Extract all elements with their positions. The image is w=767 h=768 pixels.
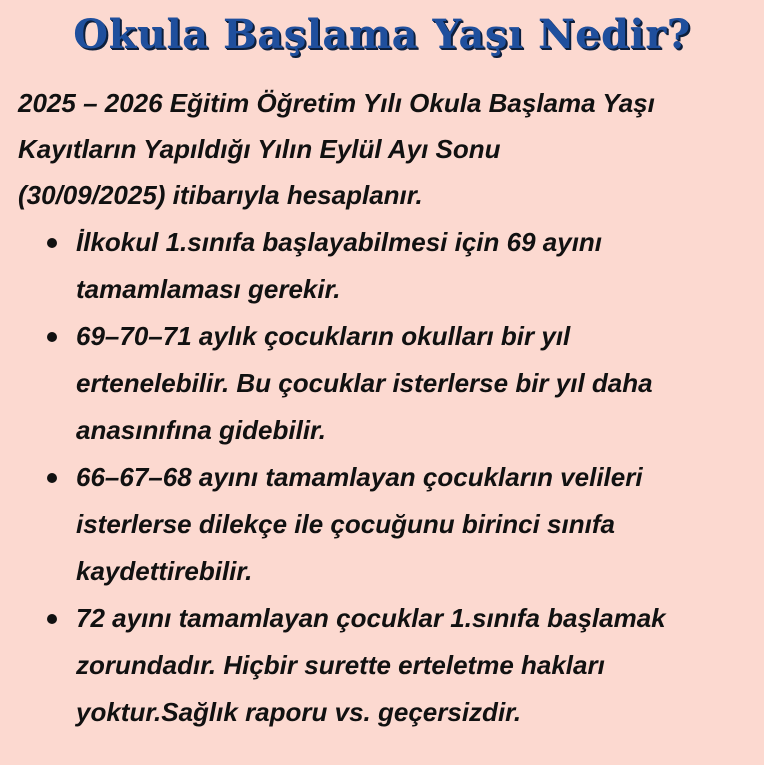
list-item — [0, 595, 764, 736]
page-title: Okula Başlama Yaşı Nedir? — [73, 11, 691, 58]
rules-list — [0, 219, 764, 736]
list-item-line: anasınıfına gidebilir. — [76, 415, 326, 445]
list-item-line: zorundadır. Hiçbir surette erteletme hakları — [76, 650, 605, 680]
bullet-dot-icon — [47, 614, 57, 624]
list-item-line: isterlerse dilekçe ile çocuğunu birinci sınıfa — [76, 509, 615, 539]
list-item — [0, 313, 764, 454]
list-item-line: 72 ayını tamamlayan çocuklar 1.sınıfa başlamak — [76, 603, 666, 633]
list-item — [0, 219, 764, 313]
bullet-dot-icon — [47, 473, 57, 483]
bullet-dot-icon — [47, 238, 57, 248]
intro-line: 2025 – 2026 Eğitim Öğretim Yılı Okula Başlama Yaşı — [18, 88, 655, 118]
intro-paragraph — [18, 80, 748, 218]
intro-line: Kayıtların Yapıldığı Yılın Eylül Ayı Sonu — [18, 134, 501, 164]
list-item-line: tamamlaması gerekir. — [76, 274, 341, 304]
list-item-line: 69–70–71 aylık çocukların okulları bir yıl — [76, 321, 571, 351]
list-item-line: 66–67–68 ayını tamamlayan çocukların velileri — [76, 462, 643, 492]
intro-line: (30/09/2025) itibarıyla hesaplanır. — [18, 180, 423, 210]
list-item-line: yoktur.Sağlık raporu vs. geçersizdir. — [76, 697, 522, 727]
bullet-dot-icon — [47, 332, 57, 342]
list-item-line: İlkokul 1.sınıfa başlayabilmesi için 69 ayını — [76, 227, 603, 257]
list-item-line: kaydettirebilir. — [76, 556, 253, 586]
list-item — [0, 454, 764, 595]
list-item-line: ertenelebilir. Bu çocuklar isterlerse bir yıl daha — [76, 368, 653, 398]
